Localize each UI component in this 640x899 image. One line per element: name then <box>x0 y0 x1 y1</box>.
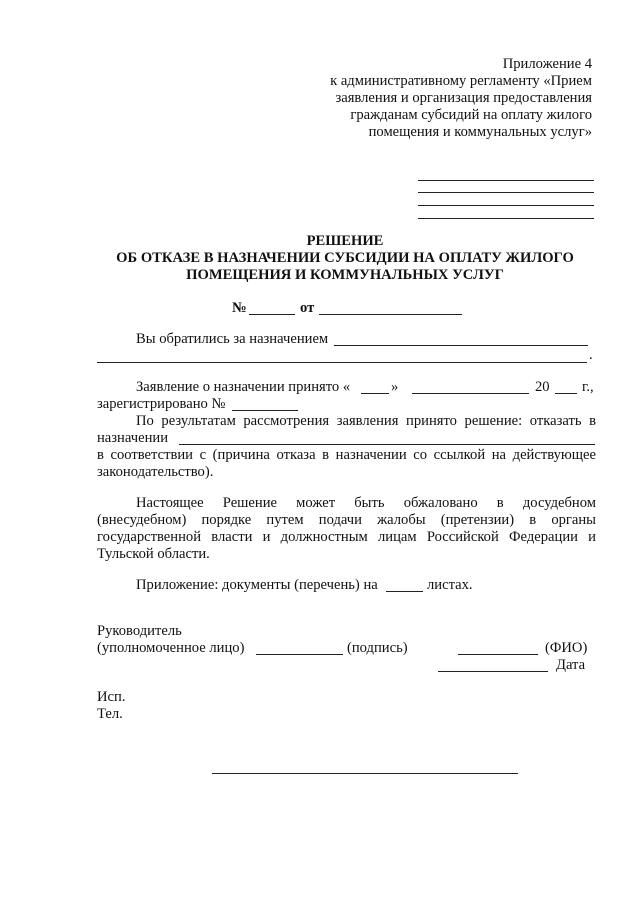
p2-line-1: По результатам рассмотрения заявления принято решение: отказать в <box>136 413 596 429</box>
p1-text-a: Заявление о назначении принято « <box>136 379 351 395</box>
signature-authorized: (уполномоченное лицо) <box>97 640 245 656</box>
p2-line-4: законодательство). <box>97 464 214 480</box>
p2-line-3: в соответствии с (причина отказа в назначении со ссылкой на действующее <box>97 447 596 463</box>
date-blank <box>319 314 462 315</box>
p1-text-b: » <box>391 379 399 395</box>
addressee-line-4 <box>418 218 594 219</box>
p2-reason-blank <box>179 444 595 445</box>
p1-year-blank <box>555 393 577 394</box>
appendix-line-1: Приложение 4 <box>502 56 592 72</box>
phone-label: Тел. <box>97 706 123 722</box>
title-line-2: ОБ ОТКАЗЕ В НАЗНАЧЕНИИ СУБСИДИИ НА ОПЛАТУ ЖИЛОГО <box>116 250 574 266</box>
signature-sign-label: (подпись) <box>347 640 408 656</box>
applied-blank-2 <box>97 362 587 363</box>
appendix-line-3: заявления и организация предоставления <box>335 90 592 106</box>
number-blank <box>249 314 295 315</box>
bottom-separator <box>212 773 518 774</box>
appendix-line-2: к административному регламенту «Прием <box>330 73 592 89</box>
applied-dot: . <box>589 347 593 363</box>
p3-line-1: Настоящее Решение может быть обжаловано в досудебном <box>136 495 596 511</box>
signature-fio-label: (ФИО) <box>545 640 588 656</box>
signature-date-label: Дата <box>556 657 586 673</box>
attachment-pages-blank <box>386 591 423 592</box>
number-label: № <box>232 300 247 316</box>
p3-line-3: государственной власти и должностным лицам Российской Федерации и <box>97 529 596 545</box>
p1-year-suffix: г., <box>582 379 594 395</box>
p2-line-2: назначении <box>97 430 169 446</box>
title-decision: РЕШЕНИЕ <box>306 233 384 249</box>
applied-text: Вы обратились за назначением <box>136 331 329 347</box>
executor-label: Исп. <box>97 689 126 705</box>
signature-blank <box>256 654 343 655</box>
p1-reg-blank <box>232 410 298 411</box>
addressee-line-3 <box>418 205 594 206</box>
applied-blank-1 <box>334 345 588 346</box>
from-label: от <box>300 300 315 316</box>
p1-month-blank <box>412 393 529 394</box>
p3-line-2: (внесудебном) порядке путем подачи жалобы (претензии) в органы <box>97 512 596 528</box>
p1-year-prefix: 20 <box>535 379 550 395</box>
p3-line-4: Тульской области. <box>97 546 210 562</box>
fio-blank <box>458 654 538 655</box>
p1-registered: зарегистрировано № <box>97 396 226 412</box>
addressee-line-2 <box>418 192 594 193</box>
attachment-text-a: Приложение: документы (перечень) на <box>136 577 378 593</box>
appendix-line-5: помещения и коммунальных услуг» <box>368 124 592 140</box>
attachment-text-b: листах. <box>427 577 473 593</box>
date-sign-blank <box>438 671 548 672</box>
addressee-line-1 <box>418 180 594 181</box>
p1-day-blank <box>361 393 389 394</box>
appendix-line-4: гражданам субсидий на оплату жилого <box>350 107 592 123</box>
title-line-3: ПОМЕЩЕНИЯ И КОММУНАЛЬНЫХ УСЛУГ <box>186 267 504 283</box>
signature-head: Руководитель <box>97 623 182 639</box>
